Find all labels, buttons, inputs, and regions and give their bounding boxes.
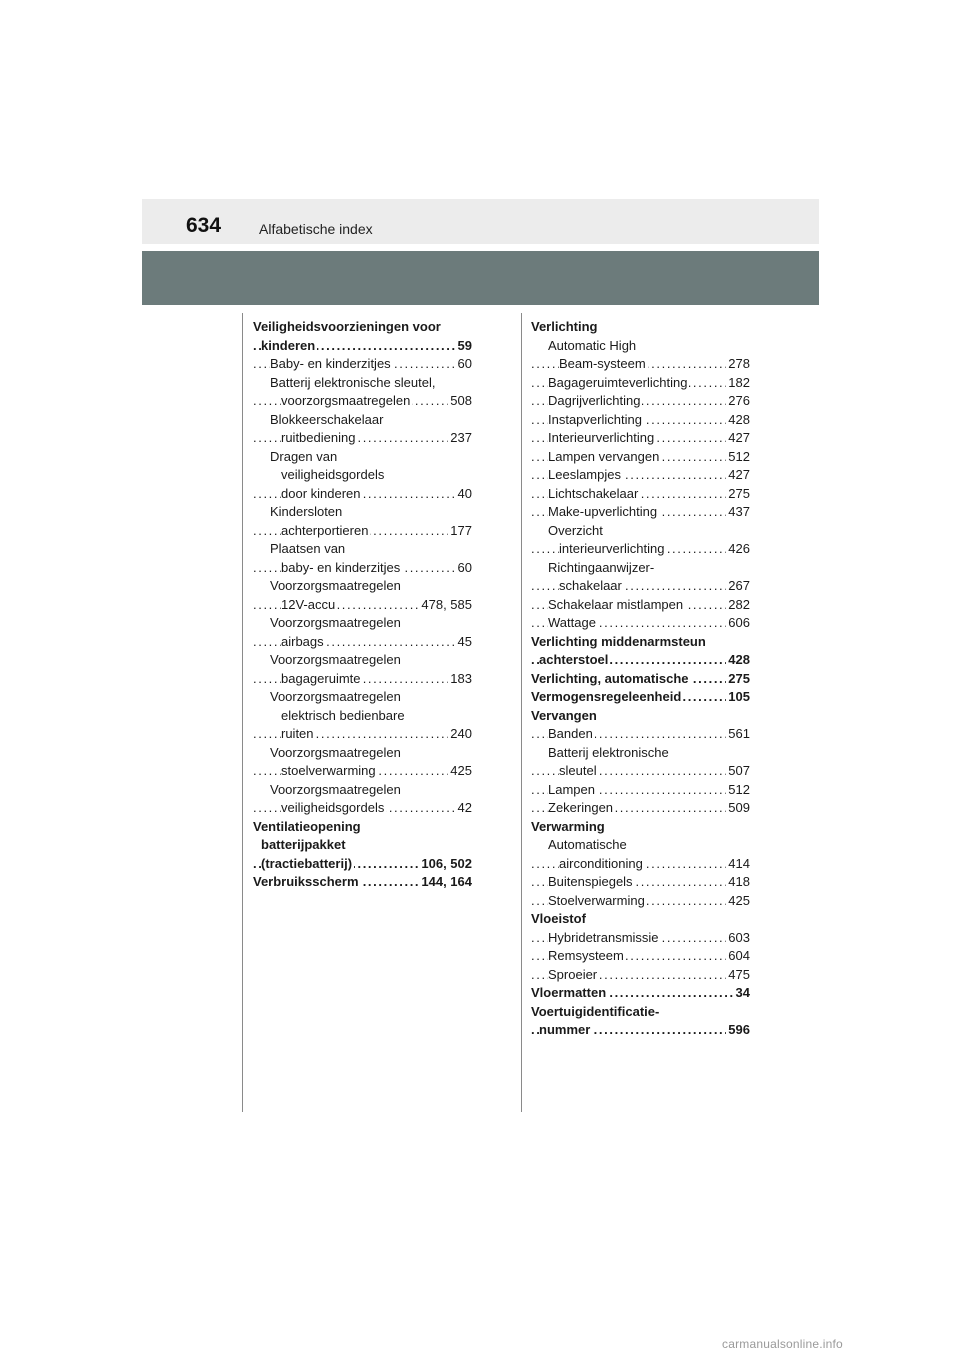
index-entry bbox=[253, 762, 472, 781]
entry-page-reference[interactable]: 240 bbox=[448, 725, 472, 744]
index-entry bbox=[531, 559, 750, 578]
entry-term: Banden bbox=[548, 726, 593, 741]
index-entry bbox=[253, 725, 472, 744]
entry-term: Voorzorgsmaatregelen bbox=[270, 744, 401, 760]
index-entry bbox=[531, 614, 750, 633]
index-entry bbox=[253, 337, 472, 356]
entry-term: sleutel bbox=[559, 763, 597, 778]
entry-term: Automatic High bbox=[548, 337, 637, 353]
entry-term: Batterij elektronische bbox=[548, 744, 669, 760]
index-column-right bbox=[531, 318, 750, 1040]
entry-page-reference[interactable]: 604 bbox=[726, 947, 750, 966]
index-entry bbox=[253, 411, 472, 430]
entry-term: Voertuigidentificatie- bbox=[531, 1003, 660, 1019]
entry-page-reference[interactable]: 437 bbox=[726, 503, 750, 522]
entry-term: veiligheidsgordels bbox=[281, 467, 385, 482]
entry-term: Voorzorgsmaatregelen bbox=[270, 781, 401, 797]
entry-term: Voorzorgsmaatregelen bbox=[270, 652, 401, 667]
entry-page-reference[interactable]: 45 bbox=[456, 633, 472, 652]
entry-term: Baby- en kinderzitjes bbox=[270, 356, 391, 371]
index-entry bbox=[253, 836, 472, 855]
entry-term: Dragen van bbox=[270, 448, 338, 464]
header-bar bbox=[142, 199, 819, 244]
entry-page-reference[interactable]: 278 bbox=[726, 355, 750, 374]
entry-term: Bagageruimteverlichting bbox=[548, 374, 688, 390]
entry-term: Zekeringen bbox=[548, 800, 614, 815]
entry-page-reference[interactable]: 276 bbox=[726, 392, 750, 411]
index-entry bbox=[253, 633, 472, 652]
entry-term: bagageruimte bbox=[281, 670, 361, 686]
index-entry bbox=[253, 448, 472, 467]
index-entry bbox=[253, 651, 472, 670]
index-entry bbox=[531, 540, 750, 559]
entry-term: ruitbediening bbox=[281, 430, 356, 445]
index-entry bbox=[531, 984, 750, 1003]
entry-page-reference[interactable]: 596 bbox=[726, 1021, 750, 1040]
entry-term: achterstoel bbox=[539, 652, 609, 667]
index-entry bbox=[253, 522, 472, 541]
index-entry bbox=[531, 688, 750, 707]
entry-page-reference[interactable]: 425 bbox=[448, 762, 472, 781]
entry-term: Dagrijverlichting bbox=[548, 393, 641, 408]
entry-term: Voorzorgsmaatregelen bbox=[270, 615, 401, 630]
index-entry bbox=[531, 633, 750, 652]
index-entry bbox=[531, 855, 750, 874]
index-entry bbox=[253, 503, 472, 522]
index-entry bbox=[531, 651, 750, 670]
entry-page-reference[interactable]: 42 bbox=[456, 799, 472, 818]
entry-term: airconditioning bbox=[559, 855, 643, 871]
entry-term: Richtingaanwijzer- bbox=[548, 559, 655, 575]
index-entry bbox=[531, 374, 750, 393]
index-entry bbox=[531, 448, 750, 467]
entry-page-reference[interactable]: 478, 585 bbox=[419, 596, 472, 615]
index-entry bbox=[253, 429, 472, 448]
entry-term: Automatische bbox=[548, 837, 627, 852]
header-band bbox=[142, 251, 819, 305]
index-entry bbox=[531, 596, 750, 615]
entry-term: baby- en kinderzitjes bbox=[281, 559, 401, 575]
index-entry bbox=[531, 725, 750, 744]
index-entry bbox=[531, 892, 750, 911]
index-entry bbox=[253, 559, 472, 578]
entry-page-reference[interactable]: 60 bbox=[456, 559, 472, 578]
index-entry bbox=[253, 374, 472, 393]
index-entry bbox=[531, 707, 750, 726]
entry-term: Voorzorgsmaatregelen bbox=[270, 689, 401, 704]
entry-term: Blokkeerschakelaar bbox=[270, 411, 384, 427]
index-entry bbox=[531, 503, 750, 522]
entry-page-reference[interactable]: 282 bbox=[726, 596, 750, 615]
index-entry bbox=[531, 947, 750, 966]
footer-watermark: carmanualsonline.info bbox=[722, 1337, 843, 1351]
entry-page-reference[interactable]: 509 bbox=[726, 799, 750, 818]
entry-term: Wattage bbox=[548, 615, 596, 630]
index-entry bbox=[253, 855, 472, 874]
entry-term: Ventilatieopening bbox=[253, 818, 361, 834]
index-entry bbox=[531, 355, 750, 374]
entry-term: batterijpakket bbox=[261, 837, 346, 852]
index-entry bbox=[253, 318, 472, 337]
entry-term: Vervangen bbox=[531, 707, 597, 723]
entry-page-reference[interactable]: 275 bbox=[726, 485, 750, 504]
entry-term: Instapverlichting bbox=[548, 411, 642, 427]
entry-term: achterportieren bbox=[281, 522, 369, 538]
index-entry bbox=[531, 744, 750, 763]
entry-term: Batterij elektronische sleutel, bbox=[270, 374, 436, 390]
entry-term: kinderen bbox=[261, 337, 316, 353]
entry-term: Hybridetransmissie bbox=[548, 929, 659, 945]
entry-page-reference[interactable]: 106, 502 bbox=[419, 855, 472, 874]
entry-page-reference[interactable]: 59 bbox=[456, 337, 472, 356]
entry-term: nummer bbox=[539, 1022, 591, 1037]
entry-page-reference[interactable]: 425 bbox=[726, 892, 750, 911]
entry-page-reference[interactable]: 426 bbox=[726, 540, 750, 559]
entry-term: Verlichting middenarmsteun bbox=[531, 633, 706, 649]
entry-term: Buitenspiegels bbox=[548, 874, 633, 889]
index-entry bbox=[253, 670, 472, 689]
entry-term: airbags bbox=[281, 633, 324, 649]
index-entry bbox=[253, 744, 472, 763]
index-entry bbox=[531, 318, 750, 337]
entry-term: veiligheidsgordels bbox=[281, 800, 385, 815]
index-entry bbox=[253, 873, 472, 892]
index-entry bbox=[253, 688, 472, 707]
entry-page-reference[interactable]: 428 bbox=[726, 411, 750, 430]
entry-page-reference[interactable]: 267 bbox=[726, 577, 750, 596]
entry-page-reference[interactable]: 606 bbox=[726, 614, 750, 633]
entry-page-reference[interactable]: 428 bbox=[726, 651, 750, 670]
entry-page-reference[interactable]: 427 bbox=[726, 466, 750, 485]
entry-term: Overzicht bbox=[548, 522, 603, 538]
entry-page-reference[interactable]: 40 bbox=[456, 485, 472, 504]
entry-term: Vloeistof bbox=[531, 911, 586, 926]
index-entry bbox=[531, 818, 750, 837]
entry-page-reference[interactable]: 508 bbox=[448, 392, 472, 411]
index-entry bbox=[531, 873, 750, 892]
index-entry bbox=[531, 429, 750, 448]
middle-column-rule bbox=[521, 313, 522, 1112]
index-entry bbox=[531, 1021, 750, 1040]
index-entry bbox=[531, 966, 750, 985]
index-entry bbox=[253, 614, 472, 633]
page-number: 634 bbox=[186, 214, 222, 237]
entry-term: 12V-accu bbox=[281, 596, 336, 612]
entry-term: Vloermatten bbox=[531, 985, 607, 1000]
entry-term: stoelverwarming bbox=[281, 763, 376, 778]
entry-term: Plaatsen van bbox=[270, 541, 346, 556]
index-entry bbox=[253, 392, 472, 411]
entry-term: Kindersloten bbox=[270, 504, 343, 519]
entry-term: Verlichting bbox=[531, 319, 598, 334]
index-entry bbox=[531, 466, 750, 485]
entry-term: elektrisch bedienbare bbox=[281, 707, 405, 723]
entry-term: Verbruiksscherm bbox=[253, 874, 359, 889]
entry-term: door kinderen bbox=[281, 485, 361, 501]
index-entry bbox=[531, 411, 750, 430]
entry-term: Lampen vervangen bbox=[548, 448, 660, 464]
entry-term: voorzorgsmaatregelen bbox=[281, 393, 411, 408]
entry-page-reference[interactable]: 475 bbox=[726, 966, 750, 985]
index-entry bbox=[253, 485, 472, 504]
entry-page-reference[interactable]: 144, 164 bbox=[419, 873, 472, 892]
index-entry bbox=[531, 577, 750, 596]
index-entry bbox=[531, 485, 750, 504]
index-entry bbox=[531, 929, 750, 948]
entry-term: Schakelaar mistlampen bbox=[548, 596, 684, 612]
entry-page-reference[interactable]: 275 bbox=[726, 670, 750, 689]
index-entry bbox=[531, 781, 750, 800]
entry-term: Interieurverlichting bbox=[548, 430, 655, 445]
entry-page-reference[interactable]: 512 bbox=[726, 448, 750, 467]
index-entry bbox=[253, 781, 472, 800]
entry-term: interieurverlichting bbox=[559, 541, 665, 556]
entry-page-reference[interactable]: 105 bbox=[726, 688, 750, 707]
index-entry bbox=[253, 466, 472, 485]
index-entry bbox=[531, 910, 750, 929]
entry-term: Voorzorgsmaatregelen bbox=[270, 578, 401, 593]
entry-term: Stoelverwarming bbox=[548, 892, 645, 908]
index-entry bbox=[253, 540, 472, 559]
entry-term: Verwarming bbox=[531, 818, 605, 834]
entry-page-reference[interactable]: 60 bbox=[456, 355, 472, 374]
entry-page-reference[interactable]: 183 bbox=[448, 670, 472, 689]
entry-term: Sproeier bbox=[548, 966, 598, 982]
entry-page-reference[interactable]: 414 bbox=[726, 855, 750, 874]
index-entry bbox=[531, 762, 750, 781]
index-column-left bbox=[253, 318, 472, 892]
index-entry bbox=[253, 818, 472, 837]
index-entry bbox=[531, 522, 750, 541]
entry-term: schakelaar bbox=[559, 578, 622, 593]
entry-page-reference[interactable]: 507 bbox=[726, 762, 750, 781]
entry-page-reference[interactable]: 603 bbox=[726, 929, 750, 948]
entry-page-reference[interactable]: 34 bbox=[734, 984, 750, 1003]
entry-term: (tractiebatterij) bbox=[261, 855, 353, 871]
index-entry bbox=[253, 596, 472, 615]
section-title: Alfabetische index bbox=[259, 221, 373, 237]
entry-term: Beam-systeem bbox=[559, 356, 646, 371]
index-entry bbox=[531, 836, 750, 855]
index-entry bbox=[531, 1003, 750, 1022]
index-entry bbox=[531, 799, 750, 818]
entry-term: Leeslampjes bbox=[548, 467, 621, 482]
index-entry bbox=[253, 799, 472, 818]
entry-page-reference[interactable]: 237 bbox=[448, 429, 472, 448]
index-entry bbox=[531, 670, 750, 689]
entry-term: ruiten bbox=[281, 726, 314, 741]
entry-term: Lampen bbox=[548, 781, 595, 797]
index-entry bbox=[531, 392, 750, 411]
entry-term: Lichtschakelaar bbox=[548, 485, 639, 501]
index-entry bbox=[253, 355, 472, 374]
entry-term: Verlichting, automatische bbox=[531, 670, 689, 686]
entry-page-reference[interactable]: 182 bbox=[726, 374, 750, 393]
entry-term: Veiligheidsvoorzieningen voor bbox=[253, 319, 441, 334]
entry-page-reference[interactable]: 418 bbox=[726, 873, 750, 892]
index-entry bbox=[253, 577, 472, 596]
index-entry bbox=[531, 337, 750, 356]
entry-page-reference[interactable]: 561 bbox=[726, 725, 750, 744]
entry-term: Vermogensregeleenheid bbox=[531, 689, 682, 704]
left-column-rule bbox=[242, 313, 243, 1112]
index-entry bbox=[253, 707, 472, 726]
entry-term: Remsysteem bbox=[548, 948, 624, 963]
entry-page-reference[interactable]: 512 bbox=[726, 781, 750, 800]
entry-term: Make-upverlichting bbox=[548, 504, 658, 519]
entry-page-reference[interactable]: 177 bbox=[448, 522, 472, 541]
entry-page-reference[interactable]: 427 bbox=[726, 429, 750, 448]
